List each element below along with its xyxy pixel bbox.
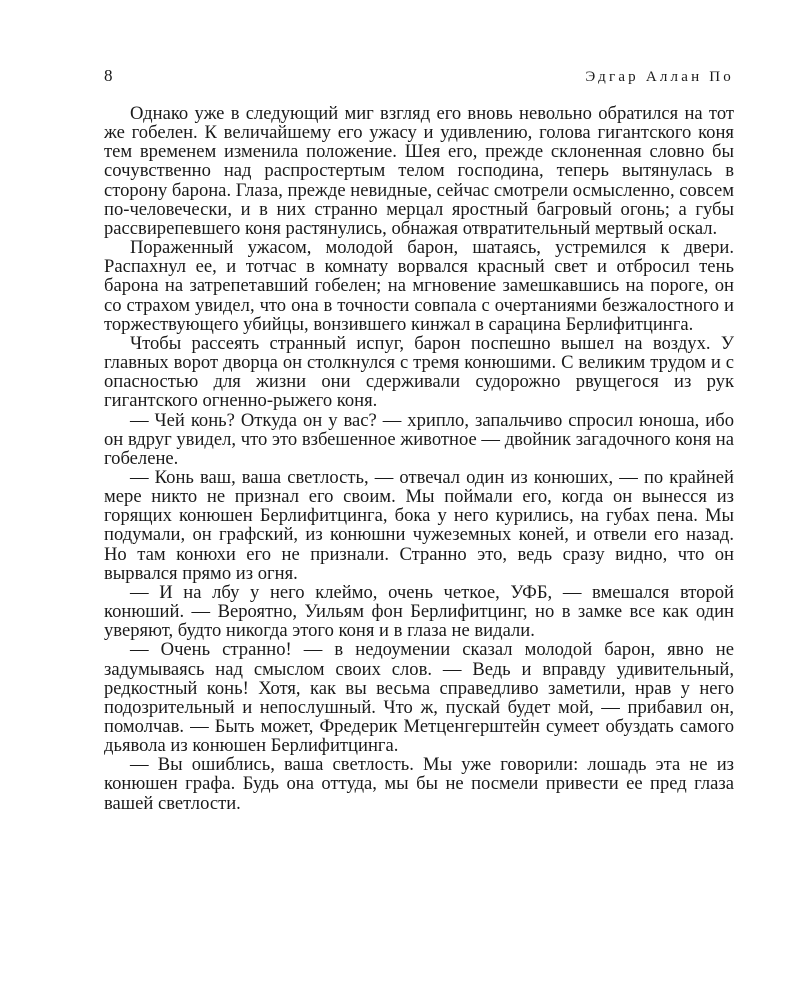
paragraph: — И на лбу у него клеймо, очень четкое, УФБ, — вмешался второй конюший. — Вероятно, Уильям фон Берлифитцинг, но в замке все как один уверяют, будто никогда этого коня и в глаза не видали. (104, 581, 734, 642)
running-header (104, 66, 734, 88)
running-head-author: Эдгар Аллан По (585, 69, 734, 85)
paragraph: Чтобы рассеять странный испуг, барон поспешно вышел на воздух. У главных ворот дворца он столкнулся с тремя конюшими. С великим трудом и с опасностью для жизни они сдерживали судорожно рвущегося из рук гигантского огненно-рыжего коня. (104, 332, 734, 412)
body-text (104, 104, 734, 813)
paragraph: Однако уже в следующий миг взгляд его вновь невольно обратился на тот же гобелен. К величайшему его ужасу и удивлению, голова гигантского коня тем временем изменила положение. Шея его, прежде склоненная словно бы сочувственно над распростертым телом господина, теперь вытянулась в сторону барона. Глаза, прежде невидные, сейчас смотрели осмысленно, совсем по-человечески, и в них странно мерцал яростный багровый огонь; а губы рассвирепевшего коня растянулись, обнажая отвратительный мертвый оскал. (104, 103, 734, 239)
paragraph: — Конь ваш, ваша светлость, — отвечал один из конюших, — по крайней мере никто не признал его своим. Мы поймали его, когда он вынесся из горящих конюшен Берлифитцинга, бока у него курились, на губах пена. Мы подумали, он графский, из конюшни чужеземных коней, и отвели его назад. Но там конюхи его не признали. Странно это, ведь сразу видно, что он вырвался прямо из огня. (104, 466, 734, 584)
paragraph: — Чей конь? Откуда он у вас? — хрипло, запальчиво спросил юноша, ибо он вдруг увидел, что это взбешенное животное — двойник загадочного коня на гобелене. (104, 409, 734, 469)
paragraph: Пораженный ужасом, молодой барон, шатаясь, устремился к двери. Распахнул ее, и тотчас в комнату ворвался красный свет и отбросил тень барона на затрепетавший гобелен; на мгновение замешкавшись на пороге, он со страхом увидел, что она в точности совпала с очертаниями безжалостного и торжествующего убийцы, вонзившего кинжал в сарацина Берлифитцинга. (104, 237, 734, 335)
page-number: 8 (104, 66, 113, 85)
paragraph: — Вы ошиблись, ваша светлость. Мы уже говорили: лошадь эта не из конюшен графа. Будь она оттуда, мы бы не посмели привести ее пред глаза вашей светлости. (104, 754, 734, 814)
paragraph: — Очень странно! — в недоумении сказал молодой барон, явно не задумываясь над смыслом своих слов. — Ведь и вправду удивительный, редкостный конь! Хотя, как вы весьма справедливо заметили, нрав у него подозрительный и непослушный. Что ж, пускай будет мой, — прибавил он, помолчав. — Быть может, Фредерик Метценгерштейн сумеет обуздать самого дьявола из конюшен Берлифитцинга. (104, 639, 734, 757)
